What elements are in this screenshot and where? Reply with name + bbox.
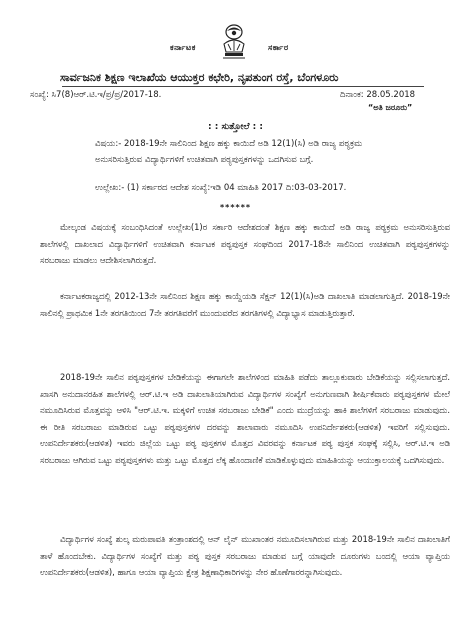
document-date: ದಿನಾಂಕ: 28.05.2018 [340,90,416,100]
header-divider [62,86,424,87]
paragraph-1: ಮೇಲ್ಕಂಡ ವಿಷಯಕ್ಕೆ ಸಂಬಂಧಿಸಿದಂತೆ ಉಲ್ಲೇಖ(1)ರ ಸರ್ಕಾರಿ ಆದೇಶದಂತೆ ಶಿಕ್ಷಣ ಹಕ್ಕು ಕಾಯಿದೆ ಅಡಿ ರಾಜ್ಯ ಪಠ್ಯಕ್ರಮ ಅನುಸರಿಸುತ್ತಿರುವ ಶಾಲೆಗಳಲ್ಲಿ ದಾಖಲಾದ ವಿದ್ಯಾರ್ಥಿಗಳಿಗೆ ಉಚಿತವಾಗಿ ಕರ್ನಾಟಕ ಪಠ್ಯಪುಸ್ತಕ ಸಂಘದಿಂದ 2017-18ನೇ ಸಾಲಿನಿಂದ ಉಚಿತವಾಗಿ ಪಠ್ಯಪುಸ್ತಕಗಳನ್ನು ಸರಬರಾಜು ಮಾಡಲು ಆದೇಶಿಸಲಾಗಿರುತ್ತದೆ. [40,222,450,266]
paragraph-3: 2018-19ನೇ ಸಾಲಿನ ಪಠ್ಯಪುಸ್ತಕಗಳ ಬೇಡಿಕೆಯನ್ನು ಈಗಾಗಲೇ ಶಾಲೆಗಳಿಂದ ಮಾಹಿತಿ ಪಡೆದು ತಾಲ್ಲೂಕುವಾರು ಬೇಡಿಕೆಯನ್ನು ಸಲ್ಲಿಸಲಾಗುತ್ತದೆ. ಖಾಸಗಿ ಅನುದಾನರಹಿತ ಶಾಲೆಗಳಲ್ಲಿ ಆರ್.ಟಿ.ಇ ಅಡಿ ದಾಖಲಾತಿಯಾಗಿರುವ ವಿದ್ಯಾರ್ಥಿಗಳ ಸಂಖ್ಯೆಗೆ ಅನುಗುಣವಾಗಿ ಶೀರ್ಷಿಕೆವಾರು ಪಠ್ಯಪುಸ್ತಕಗಳ ಮೇಲೆ ನಮೂದಿಸಿರುವ ಮೊತ್ತವನ್ನು ಆಳಿಸಿ "ಆರ್.ಟಿ.ಇ. ಮಕ್ಕಳಿಗೆ ಉಚಿತ ಸರಬರಾಜು ಬೇಡಿಕೆ" ಎಂದು ಮುದ್ರೆಯನ್ನು ಹಾಕಿ ಶಾಲೆಗಳಿಗೆ ಸರಬರಾಜು ಮಾಡುವುದು. ಈ ರೀತಿ ಸರಬರಾಜು ಮಾಡಿರುವ ಒಟ್ಟು ಪಠ್ಯಪುಸ್ತಕಗಳ ದರವನ್ನು ಶಾಲಾವಾರು ನಮೂದಿಸಿ ಉಪನಿರ್ದೇಶಕರು(ಆಡಳಿತ) ಇವರಿಗೆ ಸಲ್ಲಿಸುವುದು. ಉಪನಿರ್ದೇಶಕರು(ಆಡಳಿತ) ಇವರು ಜಿಲ್ಲೆಯ ಒಟ್ಟು ಪಠ್ಯ ಪುಸ್ತಕಗಳ ಮೊತ್ತದ ವಿವರವನ್ನು ಕರ್ನಾಟಕ ಪಠ್ಯ ಪುಸ್ತಕ ಸಂಘಕ್ಕೆ ಸಲ್ಲಿಸಿ, ಆರ್.ಟಿ.ಇ ಅಡಿ ಸರಬರಾಜು ಆಗಿರುವ ಒಟ್ಟು ಪಠ್ಯಪುಸ್ತಕಗಳು ಮತ್ತು ಒಟ್ಟು ಮೊತ್ತದ ಲೆಕ್ಕ ಹೊಂದಾಣಿಕೆ ಮಾಡಿಕೊಳ್ಳುವುದು ಮಾಹಿತಿಯನ್ನು ಆಯುಕ್ತಾಲಯಕ್ಕೆ ಒದಗಿಸುವುದು. [40,372,450,465]
subject-text: 2018-19ನೇ ಸಾಲಿನಿಂದ ಶಿಕ್ಷಣ ಹಕ್ಕು ಕಾಯಿದೆ ಅಡಿ 12(1)(ಸಿ) ಅಡಿ ರಾಜ್ಯ ಪಠ್ಯಕ್ರಮ ಅನುಸರಿಸುತ್ತಿರುವ ವಿದ್ಯಾರ್ಥಿಗಳಿಗೆ ಉಚಿತವಾಗಿ ಪಠ್ಯಪುಸ್ತಕಗಳನ್ನು ಒದಗಿಸುವ ಬಗ್ಗೆ. [95,139,363,165]
subject-block [95,137,385,168]
header-government-label: ಸರ್ಕಾರ [268,43,289,52]
paragraph-4: ವಿದ್ಯಾರ್ಥಿಗಳ ಸಂಖ್ಯೆ ಶುಲ್ಕ ಮರುಪಾವತಿ ತಂತ್ರಾಂಶದಲ್ಲಿ ಆನ್ ಲೈನ್ ಮುಖಾಂತರ ನಮೂದಿಸಲಾಗಿರುವ ಮತ್ತು 2018-19ನೇ ಸಾಲಿನ ದಾಖಲಾತಿಗೆ ತಾಳೆ ಹೊಂದಬೇಕು. ವಿದ್ಯಾರ್ಥಿಗಳ ಸಂಖ್ಯೆಗೆ ಮತ್ತು ಪಠ್ಯ ಪುಸ್ತಕ ಸರಬರಾಜು ಮಾಡುವ ಬಗ್ಗೆ ಯಾವುದೇ ದೂರುಗಳು ಬಂದಲ್ಲಿ ಆಯಾ ವ್ಯಾಪ್ತಿಯ ಉಪನಿರ್ದೇಶಕರು(ಆಡಳಿತ), ಹಾಗೂ ಆಯಾ ವ್ಯಾಪ್ತಿಯ ಕ್ಷೇತ್ರ ಶಿಕ್ಷಣಾಧಿಕಾರಿಗಳನ್ನು ನೇರ ಹೊಣೆಗಾರರನ್ನಾಗಿಸುವುದು. [40,534,450,578]
reference-number: ಸಂಖ್ಯೆ: ಸಿ7(8)ಆರ್.ಟಿ.ಇ/ಪ್ರ/ಪ್ರ/2017-18. [30,90,162,100]
urgent-label: “ಅತಿ ಜರೂರು” [368,103,413,112]
subject-label: ವಿಷಯ:- [95,139,122,149]
reference-label: ಉಲ್ಲೇಖ:- [95,183,125,193]
karnataka-state-emblem-icon [219,22,249,62]
paragraph-2: ಕರ್ನಾಟಕರಾಜ್ಯದಲ್ಲಿ 2012-13ನೇ ಸಾಲಿನಿಂದ ಶಿಕ್ಷಣ ಹಕ್ಕು ಕಾಯ್ದೆಯಡಿ ಸೆಕ್ಷನ್ 12(1)(ಸಿ)ಅಡಿ ದಾಖಲಾತಿ ಮಾಡಲಾಗುತ್ತಿದೆ. 2018-19ನೇ ಸಾಲಿನಲ್ಲಿ ಪ್ರಾಥಮಿಕ 1ನೇ ತರಗತಿಯಿಂದ 7ನೇ ತರಗತಿವರೆಗೆ ಮುಂದುವರೆದ ತರಗತಿಗಳಲ್ಲಿ ವಿದ್ಯಾಭ್ಯಾಸ ಮಾಡುತ್ತಿರುತ್ತಾರೆ. [40,291,450,318]
separator-stars: ****** [220,203,252,212]
circular-title: : : ಸುತ್ತೋಲೆ : : [208,122,263,132]
office-name: ಸಾರ್ವಜನಿಕ ಶಿಕ್ಷಣ ಇಲಾಖೆಯ ಆಯುಕ್ತರ ಕಛೇರಿ, ನೃಪತುಂಗ ರಸ್ತೆ, ಬೆಂಗಳೂರು [60,71,339,84]
header-karnataka-label: ಕರ್ನಾಟಕ [170,43,196,52]
reference-text: (1) ಸರ್ಕಾರದ ಆದೇಶ ಸಂಖ್ಯೆ:ಇಡಿ 04 ಮಾಹಿತಿ 2017 ದಿ:03-03-2017. [127,183,347,193]
reference-block [95,183,385,193]
